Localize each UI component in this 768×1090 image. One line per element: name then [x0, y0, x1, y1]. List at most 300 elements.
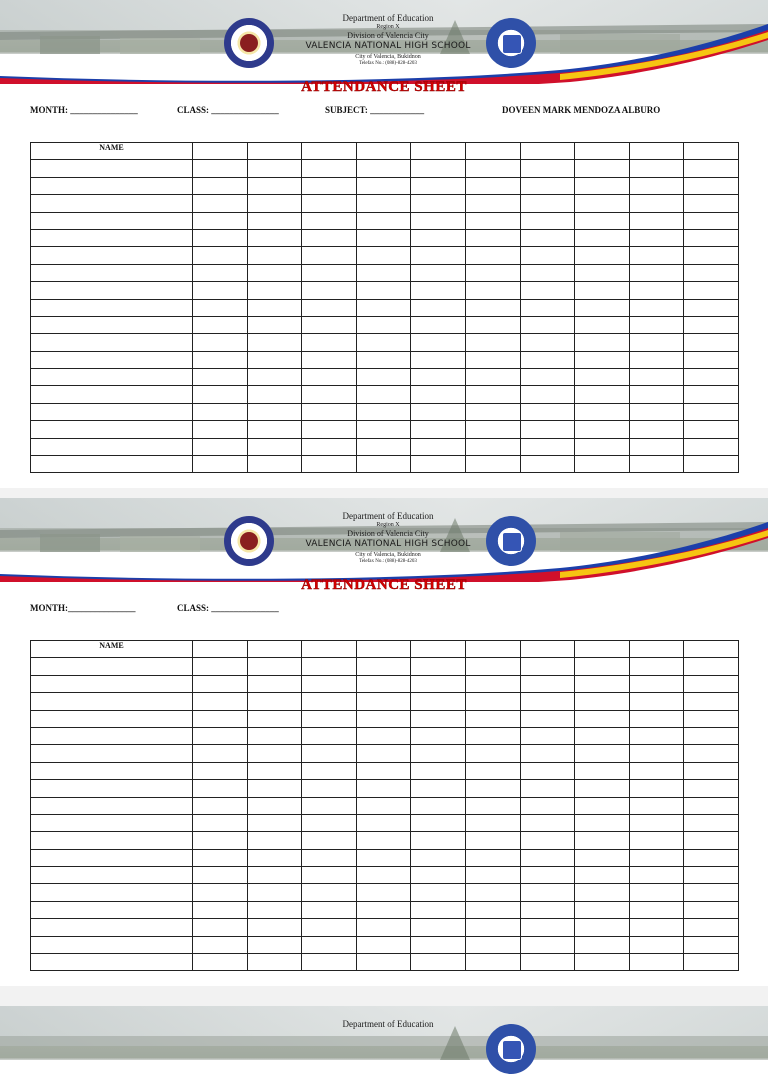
attendance-cell[interactable]: [684, 797, 739, 814]
student-name-cell[interactable]: [31, 710, 193, 727]
day-column-header[interactable]: [247, 641, 302, 658]
attendance-cell[interactable]: [684, 247, 739, 264]
attendance-cell[interactable]: [411, 195, 466, 212]
attendance-cell[interactable]: [520, 884, 575, 901]
student-name-cell[interactable]: [31, 351, 193, 368]
attendance-cell[interactable]: [356, 710, 411, 727]
attendance-cell[interactable]: [520, 867, 575, 884]
attendance-cell[interactable]: [520, 247, 575, 264]
student-name-cell[interactable]: [31, 299, 193, 316]
attendance-cell[interactable]: [193, 438, 248, 455]
student-name-cell[interactable]: [31, 849, 193, 866]
attendance-cell[interactable]: [411, 675, 466, 692]
student-name-cell[interactable]: [31, 264, 193, 281]
attendance-cell[interactable]: [302, 282, 357, 299]
attendance-cell[interactable]: [465, 710, 520, 727]
attendance-cell[interactable]: [247, 264, 302, 281]
attendance-cell[interactable]: [684, 421, 739, 438]
attendance-cell[interactable]: [520, 282, 575, 299]
attendance-cell[interactable]: [356, 901, 411, 918]
attendance-cell[interactable]: [575, 386, 630, 403]
attendance-cell[interactable]: [575, 421, 630, 438]
attendance-cell[interactable]: [575, 954, 630, 971]
attendance-cell[interactable]: [247, 710, 302, 727]
student-name-cell[interactable]: [31, 369, 193, 386]
attendance-cell[interactable]: [411, 229, 466, 246]
attendance-cell[interactable]: [575, 762, 630, 779]
attendance-cell[interactable]: [356, 369, 411, 386]
attendance-cell[interactable]: [575, 658, 630, 675]
student-name-cell[interactable]: [31, 403, 193, 420]
attendance-cell[interactable]: [302, 247, 357, 264]
attendance-cell[interactable]: [302, 867, 357, 884]
attendance-cell[interactable]: [193, 160, 248, 177]
attendance-cell[interactable]: [465, 421, 520, 438]
attendance-cell[interactable]: [684, 299, 739, 316]
attendance-cell[interactable]: [411, 177, 466, 194]
attendance-cell[interactable]: [356, 658, 411, 675]
attendance-cell[interactable]: [356, 386, 411, 403]
attendance-cell[interactable]: [465, 177, 520, 194]
attendance-cell[interactable]: [575, 160, 630, 177]
attendance-cell[interactable]: [684, 403, 739, 420]
attendance-cell[interactable]: [302, 212, 357, 229]
attendance-cell[interactable]: [520, 919, 575, 936]
attendance-cell[interactable]: [193, 832, 248, 849]
day-column-header[interactable]: [193, 143, 248, 160]
attendance-cell[interactable]: [575, 334, 630, 351]
attendance-cell[interactable]: [247, 456, 302, 473]
attendance-cell[interactable]: [629, 814, 684, 831]
student-name-cell[interactable]: [31, 727, 193, 744]
student-name-cell[interactable]: [31, 745, 193, 762]
attendance-cell[interactable]: [684, 762, 739, 779]
attendance-cell[interactable]: [411, 299, 466, 316]
attendance-cell[interactable]: [629, 229, 684, 246]
student-name-cell[interactable]: [31, 177, 193, 194]
attendance-cell[interactable]: [465, 727, 520, 744]
attendance-cell[interactable]: [629, 832, 684, 849]
attendance-cell[interactable]: [193, 386, 248, 403]
attendance-cell[interactable]: [302, 456, 357, 473]
attendance-cell[interactable]: [520, 849, 575, 866]
attendance-cell[interactable]: [411, 334, 466, 351]
attendance-cell[interactable]: [465, 675, 520, 692]
attendance-cell[interactable]: [411, 936, 466, 953]
attendance-cell[interactable]: [193, 954, 248, 971]
attendance-cell[interactable]: [247, 247, 302, 264]
attendance-cell[interactable]: [356, 762, 411, 779]
attendance-cell[interactable]: [356, 780, 411, 797]
attendance-cell[interactable]: [520, 316, 575, 333]
attendance-cell[interactable]: [684, 936, 739, 953]
attendance-cell[interactable]: [302, 745, 357, 762]
attendance-cell[interactable]: [247, 814, 302, 831]
attendance-cell[interactable]: [411, 212, 466, 229]
attendance-cell[interactable]: [247, 386, 302, 403]
attendance-cell[interactable]: [247, 403, 302, 420]
attendance-cell[interactable]: [193, 693, 248, 710]
attendance-cell[interactable]: [520, 299, 575, 316]
attendance-cell[interactable]: [247, 727, 302, 744]
attendance-cell[interactable]: [193, 403, 248, 420]
student-name-cell[interactable]: [31, 316, 193, 333]
attendance-cell[interactable]: [684, 282, 739, 299]
attendance-cell[interactable]: [684, 177, 739, 194]
attendance-cell[interactable]: [302, 177, 357, 194]
attendance-cell[interactable]: [411, 316, 466, 333]
attendance-cell[interactable]: [302, 727, 357, 744]
attendance-cell[interactable]: [302, 797, 357, 814]
attendance-cell[interactable]: [520, 832, 575, 849]
attendance-cell[interactable]: [302, 264, 357, 281]
attendance-cell[interactable]: [302, 832, 357, 849]
attendance-cell[interactable]: [302, 386, 357, 403]
attendance-cell[interactable]: [520, 229, 575, 246]
attendance-cell[interactable]: [520, 954, 575, 971]
attendance-cell[interactable]: [356, 421, 411, 438]
attendance-cell[interactable]: [356, 727, 411, 744]
student-name-cell[interactable]: [31, 867, 193, 884]
attendance-cell[interactable]: [411, 919, 466, 936]
attendance-cell[interactable]: [465, 762, 520, 779]
attendance-cell[interactable]: [629, 195, 684, 212]
attendance-cell[interactable]: [356, 867, 411, 884]
attendance-cell[interactable]: [684, 727, 739, 744]
attendance-cell[interactable]: [193, 936, 248, 953]
attendance-cell[interactable]: [411, 901, 466, 918]
attendance-cell[interactable]: [411, 954, 466, 971]
attendance-cell[interactable]: [356, 745, 411, 762]
attendance-cell[interactable]: [247, 282, 302, 299]
attendance-cell[interactable]: [302, 901, 357, 918]
student-name-cell[interactable]: [31, 780, 193, 797]
attendance-cell[interactable]: [575, 438, 630, 455]
attendance-cell[interactable]: [684, 745, 739, 762]
attendance-cell[interactable]: [411, 403, 466, 420]
attendance-cell[interactable]: [302, 936, 357, 953]
student-name-cell[interactable]: [31, 954, 193, 971]
student-name-cell[interactable]: [31, 762, 193, 779]
attendance-cell[interactable]: [520, 334, 575, 351]
attendance-cell[interactable]: [684, 710, 739, 727]
day-column-header[interactable]: [520, 143, 575, 160]
attendance-cell[interactable]: [247, 762, 302, 779]
student-name-cell[interactable]: [31, 901, 193, 918]
attendance-cell[interactable]: [193, 369, 248, 386]
attendance-cell[interactable]: [465, 212, 520, 229]
attendance-cell[interactable]: [302, 919, 357, 936]
attendance-cell[interactable]: [629, 710, 684, 727]
attendance-cell[interactable]: [247, 867, 302, 884]
attendance-cell[interactable]: [575, 212, 630, 229]
day-column-header[interactable]: [629, 641, 684, 658]
student-name-cell[interactable]: [31, 675, 193, 692]
attendance-cell[interactable]: [356, 229, 411, 246]
attendance-cell[interactable]: [629, 351, 684, 368]
attendance-cell[interactable]: [247, 849, 302, 866]
attendance-cell[interactable]: [575, 919, 630, 936]
attendance-cell[interactable]: [411, 282, 466, 299]
attendance-cell[interactable]: [411, 727, 466, 744]
attendance-cell[interactable]: [575, 745, 630, 762]
attendance-cell[interactable]: [411, 710, 466, 727]
attendance-cell[interactable]: [520, 212, 575, 229]
attendance-cell[interactable]: [575, 316, 630, 333]
attendance-cell[interactable]: [465, 403, 520, 420]
attendance-cell[interactable]: [356, 884, 411, 901]
day-column-header[interactable]: [247, 143, 302, 160]
student-name-cell[interactable]: [31, 195, 193, 212]
student-name-cell[interactable]: [31, 456, 193, 473]
student-name-cell[interactable]: [31, 212, 193, 229]
attendance-cell[interactable]: [411, 832, 466, 849]
attendance-cell[interactable]: [629, 438, 684, 455]
attendance-cell[interactable]: [520, 675, 575, 692]
attendance-cell[interactable]: [193, 421, 248, 438]
attendance-cell[interactable]: [411, 247, 466, 264]
day-column-header[interactable]: [465, 641, 520, 658]
attendance-cell[interactable]: [684, 658, 739, 675]
attendance-cell[interactable]: [247, 195, 302, 212]
attendance-cell[interactable]: [247, 693, 302, 710]
attendance-cell[interactable]: [302, 299, 357, 316]
attendance-cell[interactable]: [575, 264, 630, 281]
attendance-cell[interactable]: [465, 334, 520, 351]
attendance-cell[interactable]: [247, 936, 302, 953]
attendance-cell[interactable]: [520, 351, 575, 368]
attendance-cell[interactable]: [193, 334, 248, 351]
attendance-cell[interactable]: [193, 901, 248, 918]
attendance-cell[interactable]: [684, 814, 739, 831]
attendance-cell[interactable]: [684, 867, 739, 884]
attendance-cell[interactable]: [193, 282, 248, 299]
attendance-cell[interactable]: [193, 727, 248, 744]
attendance-cell[interactable]: [193, 316, 248, 333]
day-column-header[interactable]: [684, 641, 739, 658]
attendance-cell[interactable]: [247, 954, 302, 971]
day-column-header[interactable]: [411, 143, 466, 160]
attendance-cell[interactable]: [302, 334, 357, 351]
attendance-cell[interactable]: [193, 814, 248, 831]
attendance-cell[interactable]: [684, 386, 739, 403]
attendance-cell[interactable]: [411, 421, 466, 438]
day-column-header[interactable]: [356, 641, 411, 658]
attendance-cell[interactable]: [629, 403, 684, 420]
attendance-cell[interactable]: [356, 177, 411, 194]
day-column-header[interactable]: [520, 641, 575, 658]
attendance-cell[interactable]: [247, 884, 302, 901]
attendance-cell[interactable]: [465, 954, 520, 971]
attendance-cell[interactable]: [575, 814, 630, 831]
attendance-cell[interactable]: [575, 195, 630, 212]
attendance-cell[interactable]: [302, 403, 357, 420]
attendance-cell[interactable]: [520, 386, 575, 403]
attendance-cell[interactable]: [520, 936, 575, 953]
attendance-cell[interactable]: [302, 229, 357, 246]
attendance-cell[interactable]: [193, 710, 248, 727]
attendance-cell[interactable]: [684, 195, 739, 212]
attendance-cell[interactable]: [193, 247, 248, 264]
attendance-cell[interactable]: [629, 675, 684, 692]
attendance-cell[interactable]: [247, 299, 302, 316]
attendance-cell[interactable]: [465, 299, 520, 316]
attendance-cell[interactable]: [356, 282, 411, 299]
attendance-cell[interactable]: [575, 710, 630, 727]
attendance-cell[interactable]: [465, 814, 520, 831]
attendance-cell[interactable]: [193, 919, 248, 936]
attendance-cell[interactable]: [575, 229, 630, 246]
student-name-cell[interactable]: [31, 282, 193, 299]
attendance-cell[interactable]: [629, 160, 684, 177]
attendance-cell[interactable]: [465, 658, 520, 675]
attendance-cell[interactable]: [629, 745, 684, 762]
attendance-cell[interactable]: [629, 693, 684, 710]
attendance-cell[interactable]: [629, 780, 684, 797]
attendance-cell[interactable]: [684, 675, 739, 692]
student-name-cell[interactable]: [31, 229, 193, 246]
attendance-cell[interactable]: [629, 762, 684, 779]
attendance-cell[interactable]: [356, 832, 411, 849]
attendance-cell[interactable]: [629, 884, 684, 901]
attendance-cell[interactable]: [193, 675, 248, 692]
attendance-cell[interactable]: [520, 727, 575, 744]
attendance-cell[interactable]: [575, 282, 630, 299]
student-name-cell[interactable]: [31, 421, 193, 438]
attendance-cell[interactable]: [411, 762, 466, 779]
attendance-cell[interactable]: [684, 693, 739, 710]
student-name-cell[interactable]: [31, 386, 193, 403]
attendance-cell[interactable]: [411, 456, 466, 473]
attendance-cell[interactable]: [411, 797, 466, 814]
attendance-cell[interactable]: [520, 421, 575, 438]
student-name-cell[interactable]: [31, 247, 193, 264]
attendance-cell[interactable]: [411, 658, 466, 675]
attendance-cell[interactable]: [302, 675, 357, 692]
attendance-cell[interactable]: [629, 421, 684, 438]
attendance-cell[interactable]: [575, 936, 630, 953]
attendance-cell[interactable]: [684, 160, 739, 177]
attendance-cell[interactable]: [247, 160, 302, 177]
attendance-cell[interactable]: [302, 814, 357, 831]
attendance-cell[interactable]: [356, 334, 411, 351]
attendance-cell[interactable]: [629, 658, 684, 675]
attendance-cell[interactable]: [411, 745, 466, 762]
attendance-cell[interactable]: [629, 919, 684, 936]
attendance-cell[interactable]: [465, 745, 520, 762]
attendance-cell[interactable]: [465, 867, 520, 884]
attendance-cell[interactable]: [520, 901, 575, 918]
attendance-cell[interactable]: [356, 675, 411, 692]
attendance-cell[interactable]: [629, 797, 684, 814]
attendance-cell[interactable]: [356, 247, 411, 264]
attendance-cell[interactable]: [575, 403, 630, 420]
attendance-cell[interactable]: [465, 901, 520, 918]
student-name-cell[interactable]: [31, 334, 193, 351]
attendance-cell[interactable]: [302, 849, 357, 866]
attendance-cell[interactable]: [629, 334, 684, 351]
attendance-cell[interactable]: [247, 212, 302, 229]
attendance-cell[interactable]: [356, 919, 411, 936]
attendance-cell[interactable]: [684, 884, 739, 901]
attendance-cell[interactable]: [629, 369, 684, 386]
class-field[interactable]: CLASS: _______________: [177, 105, 279, 115]
attendance-cell[interactable]: [302, 369, 357, 386]
attendance-cell[interactable]: [193, 177, 248, 194]
attendance-cell[interactable]: [465, 351, 520, 368]
day-column-header[interactable]: [684, 143, 739, 160]
attendance-cell[interactable]: [465, 229, 520, 246]
attendance-cell[interactable]: [356, 316, 411, 333]
day-column-header[interactable]: [465, 143, 520, 160]
attendance-cell[interactable]: [465, 832, 520, 849]
attendance-cell[interactable]: [302, 710, 357, 727]
day-column-header[interactable]: [302, 641, 357, 658]
attendance-cell[interactable]: [411, 867, 466, 884]
attendance-cell[interactable]: [193, 229, 248, 246]
attendance-cell[interactable]: [520, 780, 575, 797]
attendance-cell[interactable]: [520, 658, 575, 675]
attendance-cell[interactable]: [629, 901, 684, 918]
attendance-cell[interactable]: [575, 247, 630, 264]
attendance-cell[interactable]: [411, 386, 466, 403]
attendance-cell[interactable]: [356, 351, 411, 368]
attendance-cell[interactable]: [193, 195, 248, 212]
attendance-cell[interactable]: [193, 264, 248, 281]
student-name-cell[interactable]: [31, 814, 193, 831]
attendance-cell[interactable]: [356, 814, 411, 831]
day-column-header[interactable]: [575, 143, 630, 160]
attendance-cell[interactable]: [356, 954, 411, 971]
attendance-cell[interactable]: [520, 177, 575, 194]
student-name-cell[interactable]: [31, 693, 193, 710]
attendance-cell[interactable]: [193, 849, 248, 866]
attendance-cell[interactable]: [575, 884, 630, 901]
attendance-cell[interactable]: [629, 954, 684, 971]
attendance-cell[interactable]: [520, 160, 575, 177]
attendance-cell[interactable]: [411, 438, 466, 455]
attendance-cell[interactable]: [575, 797, 630, 814]
attendance-cell[interactable]: [684, 901, 739, 918]
attendance-cell[interactable]: [356, 212, 411, 229]
attendance-cell[interactable]: [575, 867, 630, 884]
attendance-cell[interactable]: [465, 247, 520, 264]
attendance-cell[interactable]: [629, 727, 684, 744]
attendance-cell[interactable]: [520, 369, 575, 386]
attendance-cell[interactable]: [629, 936, 684, 953]
day-column-header[interactable]: [411, 641, 466, 658]
attendance-cell[interactable]: [247, 334, 302, 351]
attendance-cell[interactable]: [575, 727, 630, 744]
attendance-cell[interactable]: [411, 780, 466, 797]
attendance-cell[interactable]: [247, 832, 302, 849]
day-column-header[interactable]: [575, 641, 630, 658]
attendance-cell[interactable]: [302, 954, 357, 971]
attendance-cell[interactable]: [302, 195, 357, 212]
attendance-cell[interactable]: [193, 780, 248, 797]
attendance-cell[interactable]: [247, 797, 302, 814]
attendance-cell[interactable]: [465, 438, 520, 455]
attendance-cell[interactable]: [356, 693, 411, 710]
attendance-cell[interactable]: [629, 849, 684, 866]
attendance-cell[interactable]: [302, 780, 357, 797]
attendance-cell[interactable]: [520, 693, 575, 710]
student-name-cell[interactable]: [31, 658, 193, 675]
attendance-cell[interactable]: [302, 762, 357, 779]
attendance-cell[interactable]: [684, 229, 739, 246]
attendance-cell[interactable]: [684, 456, 739, 473]
attendance-cell[interactable]: [356, 849, 411, 866]
